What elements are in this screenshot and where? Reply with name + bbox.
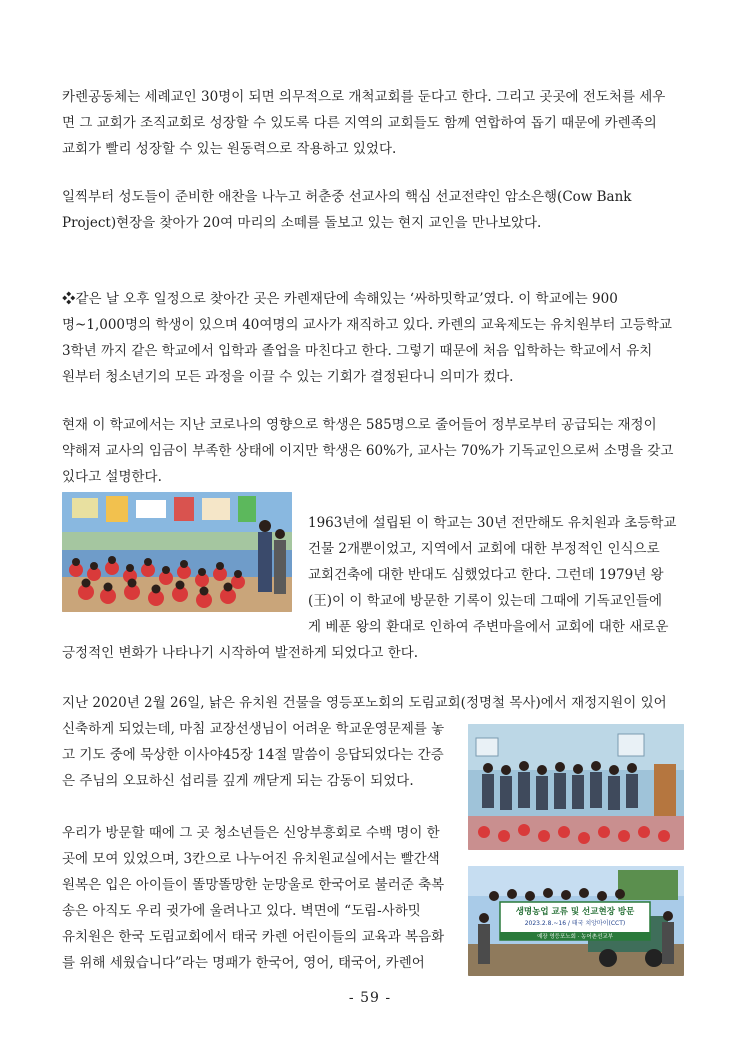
paragraph-sahamit-school: ❖같은 날 오후 일정으로 찾아간 곳은 카렌재단에 속해있는 ‘싸하밋학교’였다. 이 학교에는 900 명~1,000명의 학생이 있으며 40여명의 교사가 재직하고 있다. 카렌의 교육제도는 유치원부터 고등학교 3학년 까지 같은 학교에서 입학과 졸업을 마친다고 한다. 그렇기 때문에 처음 입학하는 학교에서 유치 원부터 청소년기의 모든 과정을 이끌 수 있는 기회가 결정된다니 의미가 컸다. [62, 291, 672, 385]
banner-footer: 예장 영등포노회 · 농어촌선교부 [536, 934, 614, 940]
paragraph-new-kindergarten: 지난 2020년 2월 26일, 낡은 유치원 건물을 영등포노회의 도림교회(정명철 목사)에서 재정지원이 있어 [62, 695, 667, 711]
paragraph-new-kindergarten-wrapped: 신축하게 되었는데, 마침 교장선생님이 어려운 학교운영문제를 놓 고 기도 중에 묵상한 이사야45장 14절 말씀이 응답되었다는 간증 은 주님의 오묘하신 섭리를 깊게 깨닫게 되는 감동이 되었다. [62, 721, 445, 789]
paragraph-covid-impact: 현재 이 학교에서는 지난 코로나의 영향으로 학생은 585명으로 줄어들어 정부로부터 공급되는 재정이 약해져 교사의 임금이 부족한 상태에 이지만 학생은 60%가, 교사는 70%가 기독교인으로써 소명을 갖고 있다고 설명한다. [62, 417, 674, 485]
paragraph-school-history: 1963년에 설립된 이 학교는 30년 전만해도 유치원과 초등학교 건물 2개뿐이었고, 지역에서 교회에 대한 부정적인 인식으로 교회건축에 대한 반대도 심했었다고 한다. 그런데 1979년 왕 (王)이 이 학교에 방문한 기록이 있는데 그때에 기독교인들에 게 베푼 왕의 환대로 인하여 주변마을에서 교회에 대한 새로운 [308, 515, 677, 635]
photo-banner-group [468, 866, 684, 976]
banner-title: 생명농업 교류 및 선교현장 방문 [515, 907, 635, 917]
paragraph-school-history-end: 긍정적인 변화가 나타나기 시작하여 발전하게 되었다고 한다. [62, 645, 419, 661]
banner-subtitle: 2023.2.8.~16 / 태국 치앙마이(CCT) [524, 920, 626, 927]
paragraph-church-planting: 카렌공동체는 세례교인 30명이 되면 의무적으로 개척교회를 둔다고 한다. 그리고 곳곳에 전도처를 세우 면 그 교회가 조직교회로 성장할 수 있도록 다른 지역의 교회들도 함께 연합하여 돕기 때문에 카렌족의 교회가 빨리 성장할 수 있는 원동력으로 작용하고 있었다. [62, 89, 666, 157]
paragraph-visit-memory: 우리가 방문할 때에 그 곳 청소년들은 신앙부흥회로 수백 명이 한 곳에 모여 있었으며, 3칸으로 나누어진 유치원교실에서는 빨간색 원복은 입은 아이들이 똘망똘망한 눈망울로 한국어로 불러준 축복 송은 아직도 우리 귓가에 울려나고 있다. 벽면에 “도림-사하밋 유치원은 한국 도림교회에서 태국 카렌 어린이들의 교육과 복음화 를 위해 세웠습니다”라는 명패가 한국어, 영어, 태국어, 카렌어 [62, 825, 445, 971]
classroom-illustration [62, 492, 292, 612]
photo-group-singing [468, 724, 684, 850]
group-illustration [468, 724, 684, 850]
photo-kindergarten-classroom [62, 492, 292, 612]
page-number: - 59 - [348, 990, 392, 1006]
paragraph-cow-bank: 일찍부터 성도들이 준비한 애찬을 나누고 허춘중 선교사의 핵심 선교전략인 암소은행(Cow Bank Project)현장을 찾아가 20여 마리의 소떼를 돌보고 있는 현지 교인을 만나보았다. [62, 189, 632, 231]
